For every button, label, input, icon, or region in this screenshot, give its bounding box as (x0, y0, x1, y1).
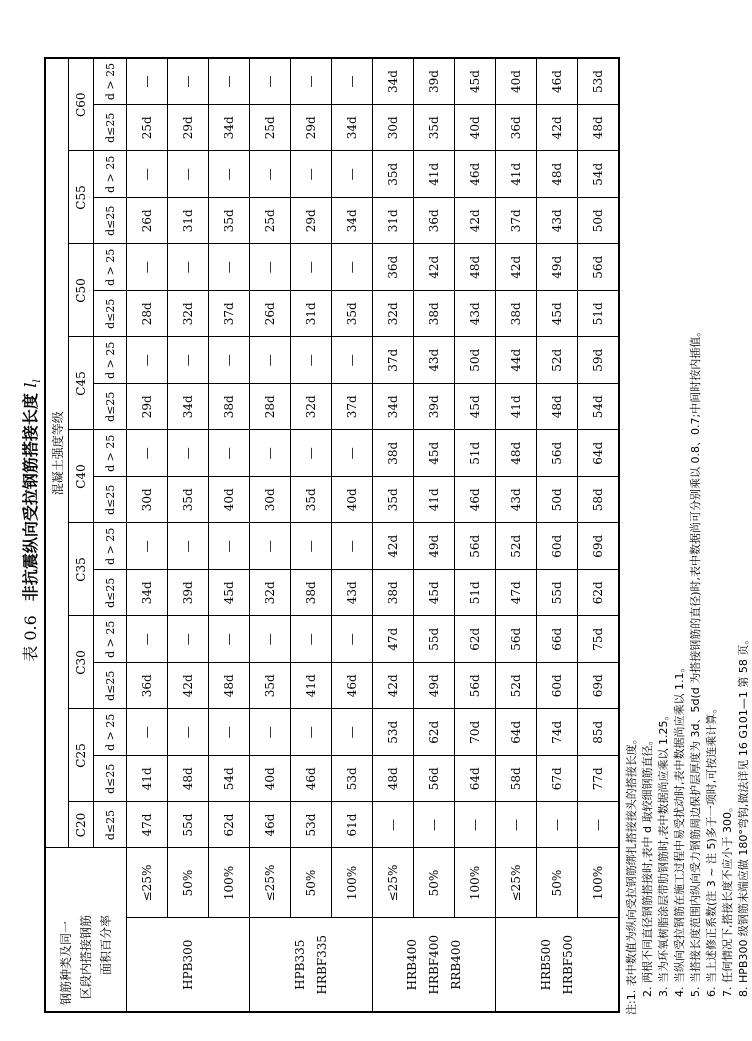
table-row (291, 58, 332, 1012)
lap-length-cell: 38d (496, 291, 537, 338)
lap-length-cell: 44d (496, 337, 537, 384)
grade-header-c50: C50 (69, 244, 94, 337)
lap-length-cell: 34d (127, 570, 168, 617)
sub-header-gt: d > 25 (94, 616, 127, 663)
area-percentage-cell: ≤25% (373, 848, 414, 918)
lap-length-cell: 32d (250, 570, 291, 617)
lap-length-cell: 45d (455, 384, 496, 431)
lap-length-cell: 35d (168, 477, 209, 524)
lap-length-cell: 32d (291, 384, 332, 431)
note-line: 3. 当为环氧树脂涂层带肋钢筋时,表中数据尚应乘以 1.25。 (657, 709, 670, 997)
grade-header-c55: C55 (69, 151, 94, 244)
lap-length-cell: 37d (496, 198, 537, 245)
steel-type-cell (250, 918, 373, 1012)
lap-length-cell: 28d (250, 384, 291, 431)
lap-length-cell: 43d (537, 198, 578, 245)
lap-length-cell: 35d (250, 663, 291, 710)
lap-length-cell: 56d (414, 756, 455, 803)
lap-length-cell: 48d (537, 151, 578, 198)
lap-length-cell: 26d (250, 291, 291, 338)
table-row (209, 58, 250, 1012)
steel-type-cell (496, 918, 619, 1012)
lap-length-cell: — (291, 244, 332, 291)
lap-length-cell: 56d (496, 616, 537, 663)
lap-length-cell: — (250, 523, 291, 570)
lap-length-cell: 62d (414, 709, 455, 756)
area-percentage-cell: 50% (291, 848, 332, 918)
lap-length-cell: — (209, 337, 250, 384)
sub-header-le: d≤25 (94, 663, 127, 710)
lap-length-cell: — (250, 58, 291, 105)
lap-length-cell: 32d (168, 291, 209, 338)
lap-length-cell: 66d (537, 616, 578, 663)
table-row (332, 58, 373, 1012)
lap-length-cell: 41d (496, 384, 537, 431)
lap-length-cell: 64d (578, 430, 619, 477)
table-row (168, 58, 209, 1012)
grade-header-c60: C60 (69, 58, 94, 151)
lap-length-cell: 49d (414, 523, 455, 570)
table-row (373, 58, 414, 1012)
lap-length-cell: 43d (496, 477, 537, 524)
lap-length-cell: 58d (496, 756, 537, 803)
lap-length-cell: 25d (250, 105, 291, 152)
lap-length-cell: 51d (455, 570, 496, 617)
lap-length-cell: — (250, 151, 291, 198)
sub-header-gt: d > 25 (94, 430, 127, 477)
lap-length-cell: 46d (332, 663, 373, 710)
lap-length-cell: 48d (373, 756, 414, 803)
lap-length-cell: — (291, 709, 332, 756)
lap-length-cell: — (332, 337, 373, 384)
area-percentage-cell: 100% (332, 848, 373, 918)
lap-length-cell: — (332, 430, 373, 477)
lap-length-cell: 40d (496, 58, 537, 105)
lap-length-cell: 42d (496, 244, 537, 291)
lap-length-cell: — (291, 58, 332, 105)
lap-length-cell: 54d (209, 756, 250, 803)
lap-length-cell: — (209, 58, 250, 105)
lap-length-cell: 30d (127, 477, 168, 524)
lap-length-cell: 36d (414, 198, 455, 245)
sub-header-le: d≤25 (94, 384, 127, 431)
lap-length-cell: 35d (291, 477, 332, 524)
sub-header-le: d≤25 (94, 198, 127, 245)
sub-header-gt: d > 25 (94, 58, 127, 105)
steel-type-label: HPB335 (293, 939, 307, 990)
steel-type-label: HRBF500 (560, 934, 575, 995)
lap-length-cell: 55d (537, 570, 578, 617)
lap-length-cell: 56d (455, 523, 496, 570)
lap-length-cell: 52d (537, 337, 578, 384)
lap-length-cell: 61d (332, 802, 373, 848)
lap-length-cell: 70d (455, 709, 496, 756)
lap-length-cell: 34d (209, 105, 250, 152)
lap-length-cell: — (127, 151, 168, 198)
lap-length-cell: 48d (578, 105, 619, 152)
lap-length-cell: — (127, 58, 168, 105)
lap-length-cell: — (291, 430, 332, 477)
concrete-grade-header: 混凝土强度等级 (45, 58, 69, 848)
corner-header: 钢筋种类及同一 区段内搭接钢筋 面积百分率 (45, 848, 127, 1012)
lap-length-cell: — (250, 337, 291, 384)
lap-length-cell: 52d (496, 523, 537, 570)
lap-length-cell: 37d (373, 337, 414, 384)
lap-length-cell: 34d (168, 384, 209, 431)
lap-length-cell: — (250, 430, 291, 477)
note-line: 6. 当上述修正系数(注 3 ~ 注 5)多于一项时,可按连乘计算。 (705, 702, 718, 997)
lap-length-cell: — (168, 616, 209, 663)
lap-length-cell: — (414, 802, 455, 848)
lap-length-cell: 45d (414, 430, 455, 477)
lap-length-cell: 43d (414, 337, 455, 384)
lap-length-cell: 60d (537, 663, 578, 710)
lap-length-cell: 51d (455, 430, 496, 477)
steel-type-label: HRBF400 (427, 934, 441, 995)
table-row (455, 58, 496, 1012)
lap-length-cell: — (127, 709, 168, 756)
lap-length-cell: 85d (578, 709, 619, 756)
lap-length-cell: — (332, 151, 373, 198)
grade-header-c40: C40 (69, 430, 94, 523)
lap-length-cell: 69d (578, 663, 619, 710)
lap-length-cell: 46d (455, 151, 496, 198)
table-row (537, 58, 578, 1012)
lap-length-cell: — (127, 430, 168, 477)
steel-type-cell (373, 918, 496, 1012)
lap-length-cell: 46d (537, 58, 578, 105)
lap-length-cell: 50d (578, 198, 619, 245)
lap-length-cell: 56d (537, 430, 578, 477)
lap-length-cell: — (209, 616, 250, 663)
lap-length-cell: 45d (537, 291, 578, 338)
lap-length-cell: 38d (373, 430, 414, 477)
lap-length-cell: 37d (332, 384, 373, 431)
lap-length-cell: 41d (496, 151, 537, 198)
lap-length-cell: 58d (578, 477, 619, 524)
lap-length-cell: 53d (578, 58, 619, 105)
lap-length-cell: 41d (127, 756, 168, 803)
lap-length-cell: 48d (168, 756, 209, 803)
note-line: 4. 当纵向受拉钢筋在施工过程中易受扰动时,表中数据尚应乘以 1.1。 (673, 661, 686, 997)
table-title (18, 0, 43, 1041)
sub-header-le: d≤25 (94, 105, 127, 152)
sub-header-gt: d > 25 (94, 151, 127, 198)
lap-length-cell: 69d (578, 523, 619, 570)
lap-length-cell: 52d (496, 663, 537, 710)
note-line: 5. 当搭接长度范围内纵向受力钢筋周边保护层厚度为 3d、5d(d 为搭接钢筋的直径)时,表中数据尚可分别乘以 0.8、0.7;中间时按内插值。 (689, 325, 702, 997)
lap-length-cell: — (168, 430, 209, 477)
lap-length-cell: 35d (332, 291, 373, 338)
lap-length-cell: 55d (168, 802, 209, 848)
lap-length-cell: 40d (250, 756, 291, 803)
lap-length-cell: 39d (414, 58, 455, 105)
lap-length-cell: 28d (127, 291, 168, 338)
lap-length-cell: — (332, 58, 373, 105)
lap-length-cell: 34d (332, 198, 373, 245)
lap-length-cell: — (250, 616, 291, 663)
lap-length-cell: 62d (455, 616, 496, 663)
lap-length-cell: 53d (291, 802, 332, 848)
lap-length-cell: 56d (455, 663, 496, 710)
area-percentage-cell: ≤25% (127, 848, 168, 918)
steel-type-label: HPB300 (181, 939, 195, 990)
note-line: 7. 任何情况下,搭接长度不应小于 300。 (721, 801, 734, 997)
lap-length-cell: 47d (496, 570, 537, 617)
lap-length-cell: 42d (414, 244, 455, 291)
table-row (414, 58, 455, 1012)
table-row (250, 58, 291, 1012)
lap-length-table (44, 57, 620, 1013)
lap-length-cell: 30d (373, 105, 414, 152)
lap-length-cell: — (291, 616, 332, 663)
lap-length-cell: 31d (168, 198, 209, 245)
lap-length-cell: 35d (414, 105, 455, 152)
lap-length-cell: 39d (168, 570, 209, 617)
area-percentage-cell: ≤25% (250, 848, 291, 918)
lap-length-cell: 42d (373, 523, 414, 570)
lap-length-cell: — (209, 151, 250, 198)
lap-length-cell: 34d (373, 384, 414, 431)
lap-length-cell: 41d (414, 477, 455, 524)
lap-length-cell: 50d (455, 337, 496, 384)
lap-length-cell: 53d (332, 756, 373, 803)
lap-length-cell: 49d (537, 244, 578, 291)
lap-length-cell: 29d (127, 384, 168, 431)
lap-length-cell: 31d (291, 291, 332, 338)
lap-length-cell: — (168, 523, 209, 570)
lap-length-cell: 34d (332, 105, 373, 152)
lap-length-cell: 46d (291, 756, 332, 803)
lap-length-cell: 51d (578, 291, 619, 338)
lap-length-cell: 46d (250, 802, 291, 848)
lap-length-cell: 60d (537, 523, 578, 570)
lap-length-cell: — (168, 151, 209, 198)
lap-length-cell: — (332, 523, 373, 570)
lap-length-cell: 45d (455, 58, 496, 105)
title-symbol: $l_l$ (21, 379, 44, 388)
area-percentage-cell: ≤25% (496, 848, 537, 918)
lap-length-cell: 49d (414, 663, 455, 710)
grade-header-c35: C35 (69, 523, 94, 616)
lap-length-cell: — (250, 709, 291, 756)
lap-length-cell: 48d (455, 244, 496, 291)
lap-length-cell: 64d (455, 756, 496, 803)
lap-length-cell: 38d (373, 570, 414, 617)
lap-length-cell: — (209, 244, 250, 291)
grade-header-c30: C30 (69, 616, 94, 709)
lap-length-cell: 36d (127, 663, 168, 710)
lap-length-cell: 59d (578, 337, 619, 384)
lap-length-cell: — (496, 802, 537, 848)
lap-length-cell: 45d (209, 570, 250, 617)
lap-length-cell: — (127, 337, 168, 384)
lap-length-cell: 74d (537, 709, 578, 756)
lap-length-cell: — (332, 616, 373, 663)
grade-header-c25: C25 (69, 709, 94, 802)
lap-length-cell: 38d (291, 570, 332, 617)
grade-header-c20: C20 (69, 802, 94, 848)
lap-length-cell: 45d (414, 570, 455, 617)
sub-header-gt: d > 25 (94, 244, 127, 291)
lap-length-cell: — (127, 244, 168, 291)
sub-header-gt: d > 25 (94, 523, 127, 570)
sub-header-gt: d > 25 (94, 709, 127, 756)
lap-length-cell: 53d (373, 709, 414, 756)
lap-length-cell: 40d (332, 477, 373, 524)
lap-length-cell: 29d (291, 105, 332, 152)
sub-header-le: d≤25 (94, 570, 127, 617)
table-row (496, 58, 537, 1012)
lap-length-cell: 35d (373, 477, 414, 524)
lap-length-cell: 48d (496, 430, 537, 477)
lap-length-cell: 36d (496, 105, 537, 152)
lap-length-cell: 35d (373, 151, 414, 198)
lap-length-cell: 26d (127, 198, 168, 245)
lap-length-cell: — (455, 802, 496, 848)
lap-length-cell: 54d (578, 151, 619, 198)
lap-length-cell: 40d (455, 105, 496, 152)
lap-length-cell: — (168, 337, 209, 384)
area-percentage-cell: 100% (455, 848, 496, 918)
lap-length-cell: 41d (291, 663, 332, 710)
note-line: 注:1. 表中数值为纵向受拉钢筋绑扎搭接接头的搭接长度。 (625, 733, 638, 1015)
lap-length-cell: — (127, 523, 168, 570)
lap-length-cell: — (250, 244, 291, 291)
lap-length-cell: 77d (578, 756, 619, 803)
lap-length-cell: 29d (291, 198, 332, 245)
lap-length-cell: 62d (578, 570, 619, 617)
sub-header-le: d≤25 (94, 477, 127, 524)
lap-length-cell: 25d (250, 198, 291, 245)
sub-header-le: d≤25 (94, 802, 127, 848)
note-line: 8. HPB300 级钢筋末端应做 180°弯钩,做法详见 16 G101—1 第 58 页。 (737, 633, 750, 997)
table-notes (624, 35, 752, 1015)
lap-length-cell: — (168, 58, 209, 105)
steel-type-label: RRB400 (449, 939, 463, 990)
lap-length-cell: 54d (578, 384, 619, 431)
lap-length-cell: 55d (414, 616, 455, 663)
lap-length-cell: 64d (496, 709, 537, 756)
area-percentage-cell: 50% (537, 848, 578, 918)
lap-length-cell: 50d (537, 477, 578, 524)
table-title-text: 非抗震纵向受拉钢筋搭接长度 (21, 393, 40, 602)
lap-length-cell: 41d (414, 151, 455, 198)
area-percentage-cell: 100% (209, 848, 250, 918)
lap-length-cell: — (291, 523, 332, 570)
area-percentage-cell: 50% (414, 848, 455, 918)
lap-length-cell: 42d (537, 105, 578, 152)
steel-type-label: HRB400 (405, 939, 419, 991)
lap-length-cell: — (373, 802, 414, 848)
lap-length-cell: 75d (578, 616, 619, 663)
table-row (578, 58, 619, 1012)
lap-length-cell: 39d (414, 384, 455, 431)
lap-length-cell: — (209, 709, 250, 756)
lap-length-cell: — (332, 709, 373, 756)
lap-length-cell: 38d (414, 291, 455, 338)
lap-length-cell: — (578, 802, 619, 848)
note-line: 2. 两根不同直径钢筋搭接时,表中 d 取较细钢筋直径。 (641, 734, 654, 997)
lap-length-cell: 43d (455, 291, 496, 338)
lap-length-cell: — (209, 523, 250, 570)
area-percentage-cell: 50% (168, 848, 209, 918)
table-row (127, 58, 168, 1012)
lap-length-cell: 48d (209, 663, 250, 710)
lap-length-cell: — (291, 337, 332, 384)
lap-length-cell: 37d (209, 291, 250, 338)
lap-length-cell: — (168, 709, 209, 756)
lap-length-cell: 48d (537, 384, 578, 431)
lap-length-cell: 40d (209, 477, 250, 524)
steel-type-label: HRBF335 (315, 934, 329, 995)
lap-length-cell: — (209, 430, 250, 477)
sub-header-le: d≤25 (94, 291, 127, 338)
lap-length-cell: — (127, 616, 168, 663)
lap-length-cell: 47d (373, 616, 414, 663)
lap-length-cell: 36d (373, 244, 414, 291)
lap-length-cell: 46d (455, 477, 496, 524)
grade-header-c45: C45 (69, 337, 94, 430)
table-number: 表 0.6 (21, 615, 40, 662)
lap-length-cell: 56d (578, 244, 619, 291)
lap-length-cell: 34d (373, 58, 414, 105)
lap-length-cell: 29d (168, 105, 209, 152)
steel-type-label: HRB500 (538, 939, 553, 991)
lap-length-cell: 67d (537, 756, 578, 803)
lap-length-cell: — (537, 802, 578, 848)
lap-length-cell: 42d (168, 663, 209, 710)
lap-length-cell: — (332, 244, 373, 291)
sub-header-le: d≤25 (94, 756, 127, 803)
lap-length-cell: 42d (373, 663, 414, 710)
lap-length-cell: 42d (455, 198, 496, 245)
lap-length-cell: 38d (209, 384, 250, 431)
steel-type-cell (127, 918, 250, 1012)
sub-header-gt: d > 25 (94, 337, 127, 384)
area-percentage-cell: 100% (578, 848, 619, 918)
lap-length-cell: 62d (209, 802, 250, 848)
lap-length-cell: 30d (250, 477, 291, 524)
lap-length-cell: 35d (209, 198, 250, 245)
lap-length-cell: 31d (373, 198, 414, 245)
lap-length-cell: 32d (373, 291, 414, 338)
lap-length-cell: 25d (127, 105, 168, 152)
lap-length-cell: — (291, 151, 332, 198)
lap-length-cell: 43d (332, 570, 373, 617)
lap-length-cell: 47d (127, 802, 168, 848)
lap-length-cell: — (168, 244, 209, 291)
